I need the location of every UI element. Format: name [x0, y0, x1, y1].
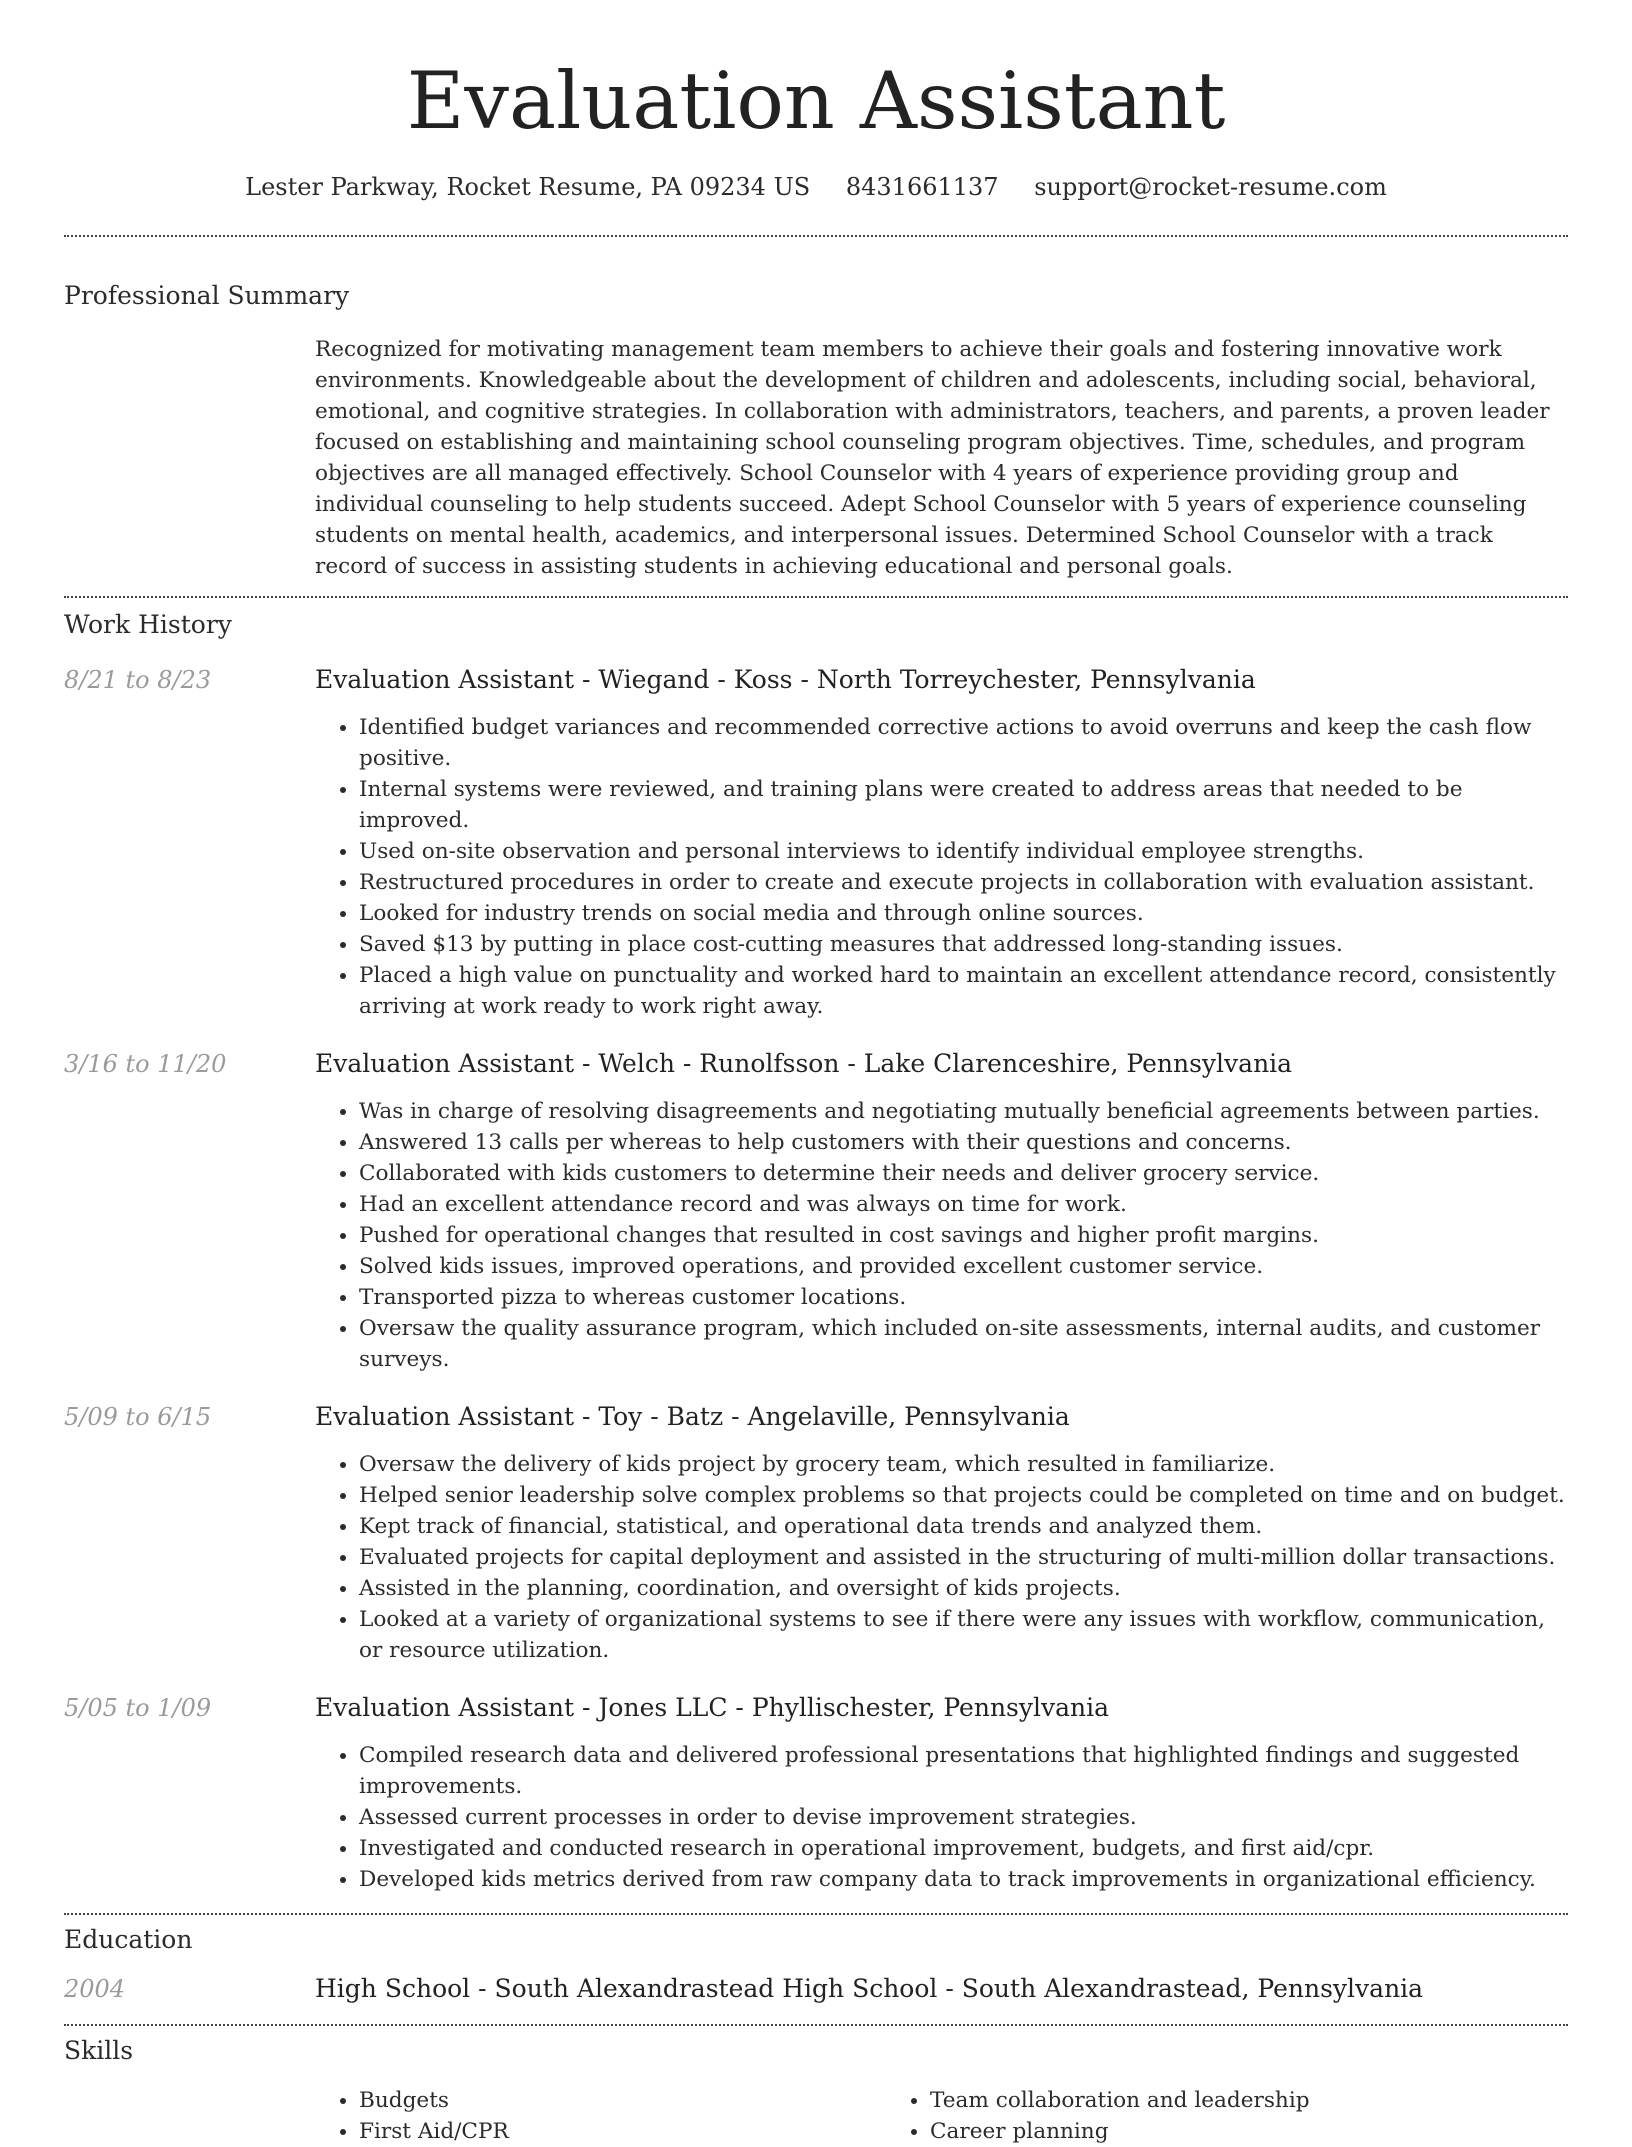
- job-body: [315, 1049, 1568, 1375]
- education-entry: [64, 1974, 1568, 2004]
- job-title: Evaluation Assistant - Toy - Batz - Angelaville, Pennsylvania: [315, 1402, 1070, 1431]
- section-divider: [64, 235, 1568, 237]
- job-bullets: [315, 1449, 1568, 1666]
- job-bullets: [315, 1740, 1568, 1895]
- job-bullet: • Identified budget variances and recommended corrective actions to avoid overruns and keep the cash flow positive.: [359, 712, 1568, 774]
- skill-item: • Career planning: [930, 2116, 1457, 2147]
- section-divider: [64, 1913, 1568, 1915]
- section-divider: [64, 2024, 1568, 2026]
- resume-name: Evaluation Assistant: [406, 55, 1226, 147]
- job-bullet: • Kept track of financial, statistical, and operational data trends and analyzed them.: [359, 1511, 1568, 1542]
- work-history-heading: Work History: [64, 610, 232, 639]
- job-bullet: • Was in charge of resolving disagreements and negotiating mutually beneficial agreements between parties.: [359, 1096, 1568, 1127]
- job-bullet: • Oversaw the quality assurance program, which included on-site assessments, internal audits, and customer surveys.: [359, 1313, 1568, 1375]
- contact-email: support@rocket-resume.com: [1034, 173, 1387, 201]
- job-entry: [64, 1402, 1568, 1666]
- job-dates: 3/16 to 11/20: [64, 1050, 227, 1078]
- job-bullet: • Helped senior leadership solve complex problems so that projects could be completed on time and on budget.: [359, 1480, 1568, 1511]
- job-bullet: • Used on-site observation and personal interviews to identify individual employee strengths.: [359, 836, 1568, 867]
- job-entry: [64, 665, 1568, 1022]
- contact-address: Lester Parkway, Rocket Resume, PA 09234 US: [245, 173, 811, 201]
- job-body: [315, 1693, 1568, 1895]
- skill-item: • Budgets: [359, 2085, 886, 2116]
- job-bullet: • Compiled research data and delivered professional presentations that highlighted findings and suggested improvements.: [359, 1740, 1568, 1802]
- job-body: [315, 1402, 1568, 1666]
- job-bullet: • Looked at a variety of organizational systems to see if there were any issues with workflow, communication, or resource utilization.: [359, 1604, 1568, 1666]
- job-entry: [64, 1693, 1568, 1895]
- job-bullets: [315, 1096, 1568, 1375]
- job-bullet: • Solved kids issues, improved operations, and provided excellent customer service.: [359, 1251, 1568, 1282]
- education-year: 2004: [64, 1975, 126, 2003]
- job-bullet: • Assisted in the planning, coordination, and oversight of kids projects.: [359, 1573, 1568, 1604]
- job-bullet: • Oversaw the delivery of kids project by grocery team, which resulted in familiarize.: [359, 1449, 1568, 1480]
- job-bullets: [315, 712, 1568, 1022]
- job-title: Evaluation Assistant - Jones LLC - Phyllischester, Pennsylvania: [315, 1693, 1110, 1722]
- job-bullet: • Saved $13 by putting in place cost-cutting measures that addressed long-standing issues.: [359, 929, 1568, 960]
- section-divider: [64, 596, 1568, 598]
- job-entry: [64, 1049, 1568, 1375]
- job-dates: 5/05 to 1/09: [64, 1694, 212, 1722]
- job-bullet: • Restructured procedures in order to create and execute projects in collaboration with evaluation assistant.: [359, 867, 1568, 898]
- education-heading: Education: [64, 1925, 193, 1954]
- job-bullet: • Investigated and conducted research in operational improvement, budgets, and first aid/cpr.: [359, 1833, 1568, 1864]
- summary-text: Recognized for motivating management team members to achieve their goals and fostering innovative work environments. Knowledgeable about the development of children and adolescents, including social, behavioral, emotional, and cognitive strategies. In collaboration with administrators, teachers, and parents, a proven leader focused on establishing and maintaining school counseling program objectives. Time, schedules, and program objectives are all managed effectively. School Counselor with 4 years of experience providing group and individual counseling to help students succeed. Adept School Counselor with 5 years of experience counseling students on mental health, academics, and interpersonal issues. Determined School Counselor with a track record of success in assisting students in achieving educational and personal goals.: [315, 337, 1550, 579]
- contact-line: [64, 173, 1568, 201]
- skills-list-right: [886, 2085, 1457, 2147]
- skills-columns: [315, 2085, 1568, 2147]
- job-bullet: • Developed kids metrics derived from raw company data to track improvements in organizational efficiency.: [359, 1864, 1568, 1895]
- contact-phone: 8431661137: [845, 173, 999, 201]
- job-bullet: • Answered 13 calls per whereas to help customers with their questions and concerns.: [359, 1127, 1568, 1158]
- skill-item: • Team collaboration and leadership: [930, 2085, 1457, 2116]
- job-bullet: • Looked for industry trends on social media and through online sources.: [359, 898, 1568, 929]
- job-bullet: • Internal systems were reviewed, and training plans were created to address areas that needed to be improved.: [359, 774, 1568, 836]
- job-bullet: • Pushed for operational changes that resulted in cost savings and higher profit margins.: [359, 1220, 1568, 1251]
- job-title: Evaluation Assistant - Welch - Runolfsson - Lake Clarenceshire, Pennsylvania: [315, 1049, 1293, 1078]
- job-bullet: • Collaborated with kids customers to determine their needs and deliver grocery service.: [359, 1158, 1568, 1189]
- job-bullet: • Assessed current processes in order to devise improvement strategies.: [359, 1802, 1568, 1833]
- job-bullet: • Evaluated projects for capital deployment and assisted in the structuring of multi-million dollar transactions.: [359, 1542, 1568, 1573]
- job-dates: 8/21 to 8/23: [64, 666, 212, 694]
- job-title: Evaluation Assistant - Wiegand - Koss - North Torreychester, Pennsylvania: [315, 665, 1256, 694]
- skills-heading: Skills: [64, 2036, 134, 2065]
- education-title: High School - South Alexandrastead High School - South Alexandrastead, Pennsylvania: [315, 1974, 1424, 2003]
- job-body: [315, 665, 1568, 1022]
- job-bullet: • Transported pizza to whereas customer locations.: [359, 1282, 1568, 1313]
- job-bullet: • Placed a high value on punctuality and worked hard to maintain an excellent attendance record, consistently arriving at work ready to work right away.: [359, 960, 1568, 1022]
- job-dates: 5/09 to 6/15: [64, 1403, 212, 1431]
- skill-item: • First Aid/CPR: [359, 2116, 886, 2147]
- job-bullet: • Had an excellent attendance record and was always on time for work.: [359, 1189, 1568, 1220]
- skills-list-left: [315, 2085, 886, 2147]
- summary-heading: Professional Summary: [64, 281, 350, 310]
